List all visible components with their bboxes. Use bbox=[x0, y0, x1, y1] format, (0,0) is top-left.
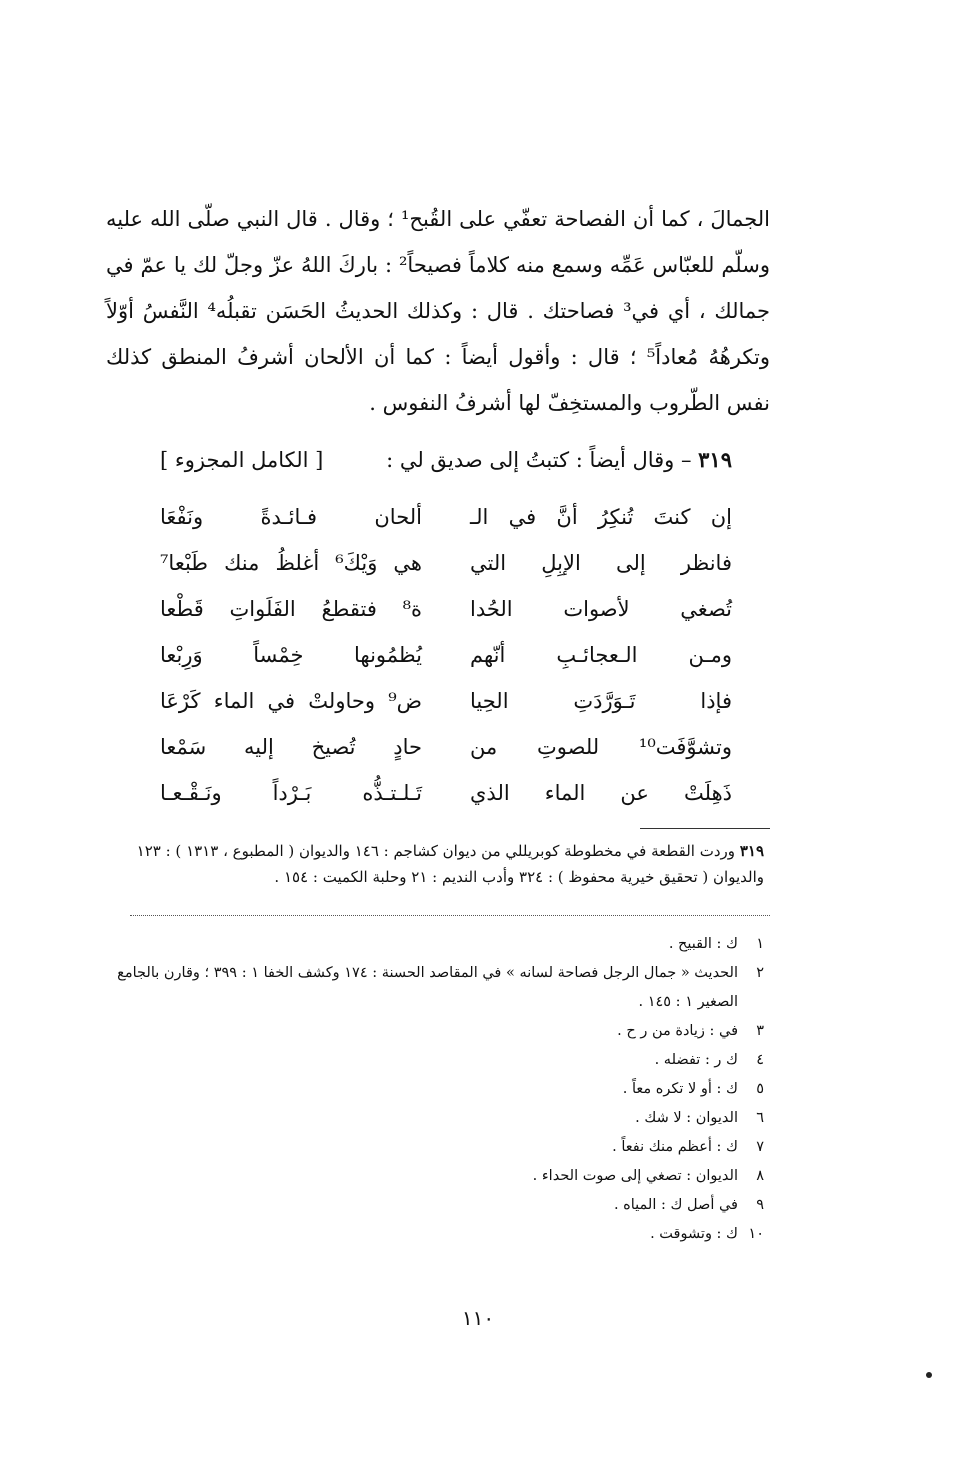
verse-first-hemistich: إن كنتَ تُنكِرُ أنَّ في الـ bbox=[470, 505, 732, 529]
verse-line bbox=[160, 773, 732, 819]
page-number: ١١٠ bbox=[461, 1306, 495, 1330]
footnote-text: ك : وتشوقت . bbox=[650, 1226, 738, 1242]
dotted-separator bbox=[130, 915, 770, 916]
footnote bbox=[110, 1191, 764, 1220]
footnote-text: في : زيادة من ر ح . bbox=[617, 1023, 738, 1039]
footnote bbox=[110, 959, 764, 1017]
poem-number: ٣١٩ bbox=[698, 447, 732, 472]
verse-line bbox=[160, 727, 732, 773]
footnote-text: الديوان : لا شك . bbox=[635, 1110, 738, 1126]
footnote bbox=[110, 1133, 764, 1162]
verse-first-hemistich: ذَهِلَتْ عن الماء الذي bbox=[470, 781, 732, 805]
verse-line bbox=[160, 589, 732, 635]
footnote-number: ٦ bbox=[756, 1110, 764, 1126]
footnote-text: في أصل ك : المياه . bbox=[613, 1197, 738, 1213]
verse-first-hemistich: فانظر إلى الإبِلِ التي bbox=[470, 551, 732, 575]
source-note-text: وردت القطعة في مخطوطة كوبريللي من ديوان كشاجم : ١٤٦ والديوان ( المطبوع ، ١٣١٣ ) : ١٢٣ والديوان ( تحقيق خيرية محفوظ ) : ٣٢٤ وأدب النديم : ٢١ وحلبة الكميت : ١٥٤ . bbox=[136, 842, 764, 886]
poem-intro: – وقال أيضاً : كتبتُ إلى صديق لي : bbox=[386, 448, 692, 472]
footnotes bbox=[110, 930, 764, 1249]
footnote bbox=[110, 1017, 764, 1046]
body-paragraph: الجمالَ ، كما أن الفصاحة تعفّي على القُبح¹ ؛ وقال . قال النبي صلّى الله عليه وسلّم للعبّاس عَمِّه وسمع منه كلاماً فصيحاً² : باركَ اللهُ عزّ وجلّ لك يا عمّ في جمالك ، أي في³ فصاحتك . قال : وكذلك الحديثُ الحَسَن تقبلُه⁴ النَّفسُ أوّلاً وتكرهُهُ مُعاداً⁵ ؛ قال : وأقول أيضاً : كما أن الألحان أشرفُ المنطق كذلك نفس الطّروب والمستخِفّ لها أشرفُ النفوس . bbox=[106, 207, 770, 415]
footnote-number: ٥ bbox=[756, 1081, 764, 1097]
footnote-text: الحديث « جمال الرجل فصاحة لسانه » في المقاصد الحسنة : ١٧٤ وكشف الخفا ١ : ٣٩٩ ؛ وقارن بالجامع الصغير ١ : ١٤٥ . bbox=[117, 965, 738, 1010]
poem-meter: [ الكامل المجزوء ] bbox=[160, 448, 324, 472]
footnote-number: ٤ bbox=[756, 1052, 764, 1068]
footnote-number: ٩ bbox=[756, 1197, 764, 1213]
verse-second-hemistich: حادٍ تُصيخ إليه سَمْعا bbox=[160, 735, 422, 759]
footnote-number: ١٠ bbox=[748, 1226, 764, 1242]
poem bbox=[160, 497, 732, 819]
footnote-number: ٨ bbox=[756, 1168, 764, 1184]
verse-second-hemistich: تَـلـتـذُّه بَـرْداً ونَـقْـعـا bbox=[160, 781, 422, 805]
poem-heading-text bbox=[386, 440, 732, 480]
ink-speck bbox=[926, 1372, 932, 1378]
verse-line bbox=[160, 497, 732, 543]
verse-second-hemistich: ة⁸ فتقطعُ الفَلَواتِ قَطْعا bbox=[160, 597, 422, 621]
verse-first-hemistich: وتشوَّفَت¹⁰ للصوتِ من bbox=[470, 735, 732, 759]
verse-second-hemistich: يُظمُونها خِمْساً وَرِبْعا bbox=[160, 643, 422, 667]
footnote-text: الديوان : تصغي إلى صوت الحداء . bbox=[532, 1168, 738, 1184]
verse-second-hemistich: هي وَيْكَ⁶ أغلظُ منك طَبْعا⁷ bbox=[160, 551, 422, 575]
source-note-number: ٣١٩ bbox=[739, 842, 764, 860]
verse-first-hemistich: تُصغي لأصوات الحُدا bbox=[470, 597, 732, 621]
footnote bbox=[110, 1220, 764, 1249]
footnote-number: ٣ bbox=[756, 1023, 764, 1039]
footnote-text: ك : القبيح . bbox=[668, 936, 738, 952]
verse-second-hemistich: ض⁹ وحاولتْ في الماء كَرْعَا bbox=[160, 689, 422, 713]
footnote-number: ٢ bbox=[756, 965, 764, 981]
footnote bbox=[110, 1104, 764, 1133]
verse-line bbox=[160, 681, 732, 727]
footnote-number: ١ bbox=[756, 936, 764, 952]
footnote-text: ك : أعظم منك نفعاً . bbox=[612, 1139, 738, 1155]
verse-first-hemistich: فإذا تَـوَرَّدَتِ الحِيا bbox=[470, 689, 732, 713]
footnote-separator bbox=[640, 828, 770, 829]
verse-line bbox=[160, 543, 732, 589]
verse-line bbox=[160, 635, 732, 681]
poem-heading bbox=[160, 440, 732, 480]
verse-second-hemistich: ألحان فـائـدةً ونَفْعَا bbox=[160, 505, 422, 529]
verse-first-hemistich: ومـن الـعجائـبِ أنّهم bbox=[470, 643, 732, 667]
footnote-text: ك ر : تفضله . bbox=[654, 1052, 738, 1068]
footnote-text: ك : أو لا تكره معاً . bbox=[622, 1081, 738, 1097]
footnote bbox=[110, 1075, 764, 1104]
footnote bbox=[110, 1162, 764, 1191]
footnote bbox=[110, 1046, 764, 1075]
source-note bbox=[110, 838, 764, 890]
footnote bbox=[110, 930, 764, 959]
footnote-number: ٧ bbox=[756, 1139, 764, 1155]
